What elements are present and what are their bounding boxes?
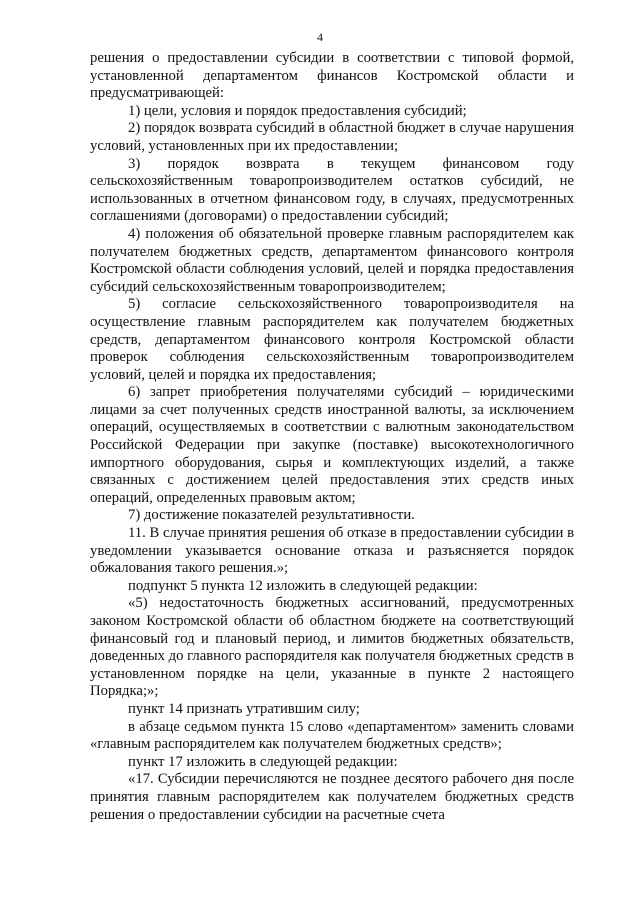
page-number: 4 — [317, 30, 323, 44]
paragraph-item-4: 4) положения об обязательной проверке главным распорядителем как получателем бюджетных средств, департаментом финансового контроля Костромской области соблюдения условий, целей и порядка предоставления субсидий сельскохозяйственным товаропроизводителем; — [90, 225, 574, 295]
paragraph-item-6: 6) запрет приобретения получателями субсидий – юридическими лицами за счет полученных средств иностранной валюты, за исключением операций, осуществляемых в соответствии с валютным законодательством Российской Федерации при закупке (поставке) высокотехнологичного импортного оборудования, сырья и комплектующих изделий, а также связанных с достижением целей предоставления этих средств иных операций, определенных правовым актом; — [90, 384, 574, 506]
paragraph-intro: решения о предоставлении субсидии в соответствии с типовой формой, установленной департаментом финансов Костромской области и предусматривающей: — [90, 50, 574, 102]
paragraph-item-2: 2) порядок возврата субсидий в областной бюджет в случае нарушения условий, установленных при их предоставлении; — [90, 120, 574, 154]
paragraph-item-1: 1) цели, условия и порядок предоставления субсидий; — [128, 102, 467, 119]
paragraph-amend-12: подпункт 5 пункта 12 изложить в следующей редакции: — [128, 577, 478, 594]
paragraph-subclause-5: «5) недостаточность бюджетных ассигнований, предусмотренных законом Костромской области об областном бюджете на соответствующий финансовый год и плановый период, и лимитов бюджетных обязательств, доведенных до главного распорядителя как получателя бюджетных средств в установленном порядке на цели, указанные в пункте 2 настоящего Порядка;»; — [90, 595, 574, 700]
document-body — [90, 50, 574, 824]
paragraph-amend-14: пункт 14 признать утратившим силу; — [128, 700, 360, 717]
paragraph-item-7: 7) достижение показателей результативности. — [128, 507, 415, 524]
paragraph-clause-11: 11. В случае принятия решения об отказе в предоставлении субсидии в уведомлении указывается основание отказа и разъясняется порядок обжалования такого решения.»; — [90, 525, 574, 577]
paragraph-amend-17: пункт 17 изложить в следующей редакции: — [128, 753, 398, 770]
paragraph-item-5: 5) согласие сельскохозяйственного товаропроизводителя на осуществление главным распорядителем как получателем бюджетных средств, департаментом финансового контроля Костромской области проверок соблюдения сельскохозяйственным товаропроизводителем условий, целей и порядка их предоставления; — [90, 296, 574, 383]
paragraph-amend-15: в абзаце седьмом пункта 15 слово «департаментом» заменить словами «главным распорядителем как получателем бюджетных средств»; — [90, 718, 574, 753]
paragraph-clause-17: «17. Субсидии перечисляются не позднее десятого рабочего дня после принятия главным распорядителем как получателем бюджетных средств решения о предоставлении субсидии на расчетные счета — [90, 771, 574, 823]
paragraph-item-3: 3) порядок возврата в текущем финансовом году сельскохозяйственным товаропроизводителем остатков субсидий, не использованных в отчетном финансовом году, в случаях, предусмотренных соглашениями (договорами) о предоставлении субсидий; — [90, 155, 574, 225]
